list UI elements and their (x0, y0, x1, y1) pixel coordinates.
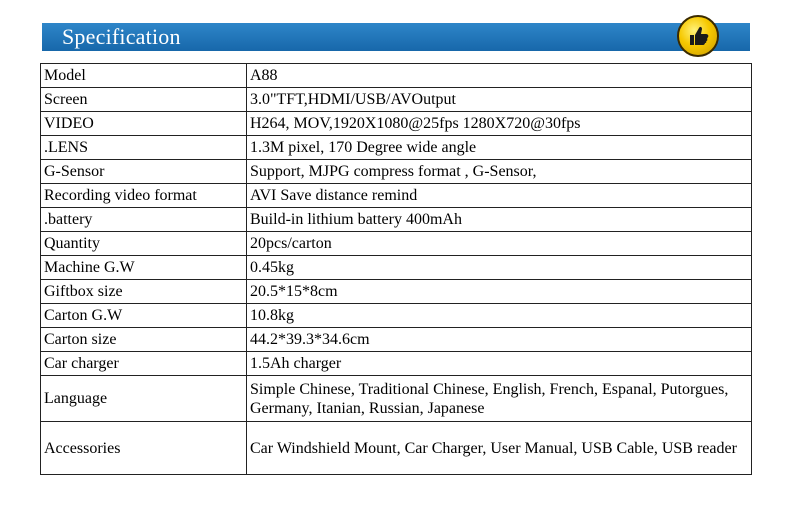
table-row (41, 112, 752, 136)
spec-value: Car Windshield Mount, Car Charger, User Manual, USB Cable, USB reader (247, 422, 752, 475)
spec-label: Car charger (41, 352, 247, 376)
table-row (41, 136, 752, 160)
spec-label: .LENS (41, 136, 247, 160)
page-title: Specification (62, 24, 181, 49)
table-row (41, 376, 752, 422)
spec-value: 10.8kg (247, 304, 752, 328)
spec-value: 20.5*15*8cm (247, 280, 752, 304)
table-row (41, 208, 752, 232)
spec-label: Language (41, 376, 247, 422)
spec-value: 20pcs/carton (247, 232, 752, 256)
spec-value: AVI Save distance remind (247, 184, 752, 208)
table-row (41, 232, 752, 256)
spec-label: G-Sensor (41, 160, 247, 184)
spec-value: Simple Chinese, Traditional Chinese, English, French, Espanal, Putorgues, Germany, Itanian, Russian, Japanese (247, 376, 752, 422)
spec-value: H264, MOV,1920X1080@25fps 1280X720@30fps (247, 112, 752, 136)
spec-label: Screen (41, 88, 247, 112)
specification-banner (42, 23, 750, 51)
spec-value: A88 (247, 64, 752, 88)
spec-label: Recording video format (41, 184, 247, 208)
specification-table (40, 63, 752, 475)
spec-value: 1.5Ah charger (247, 352, 752, 376)
spec-label: Carton size (41, 328, 247, 352)
spec-label: .battery (41, 208, 247, 232)
spec-value: 44.2*39.3*34.6cm (247, 328, 752, 352)
table-row (41, 352, 752, 376)
spec-value: 3.0"TFT,HDMI/USB/AVOutput (247, 88, 752, 112)
spec-label: Machine G.W (41, 256, 247, 280)
spec-label: Model (41, 64, 247, 88)
spec-label: Accessories (41, 422, 247, 475)
table-row (41, 328, 752, 352)
table-row (41, 184, 752, 208)
table-row (41, 280, 752, 304)
spec-value: Build-in lithium battery 400mAh (247, 208, 752, 232)
spec-value: 1.3M pixel, 170 Degree wide angle (247, 136, 752, 160)
spec-label: Giftbox size (41, 280, 247, 304)
spec-value: 0.45kg (247, 256, 752, 280)
spec-label: Quantity (41, 232, 247, 256)
spec-label: Carton G.W (41, 304, 247, 328)
spec-value: Support, MJPG compress format , G-Sensor, (247, 160, 752, 184)
thumbs-up-icon (685, 23, 711, 49)
table-row (41, 256, 752, 280)
table-row (41, 304, 752, 328)
thumbs-up-badge (677, 15, 719, 57)
table-row (41, 88, 752, 112)
table-row (41, 64, 752, 88)
table-row (41, 422, 752, 475)
spec-label: VIDEO (41, 112, 247, 136)
table-row (41, 160, 752, 184)
